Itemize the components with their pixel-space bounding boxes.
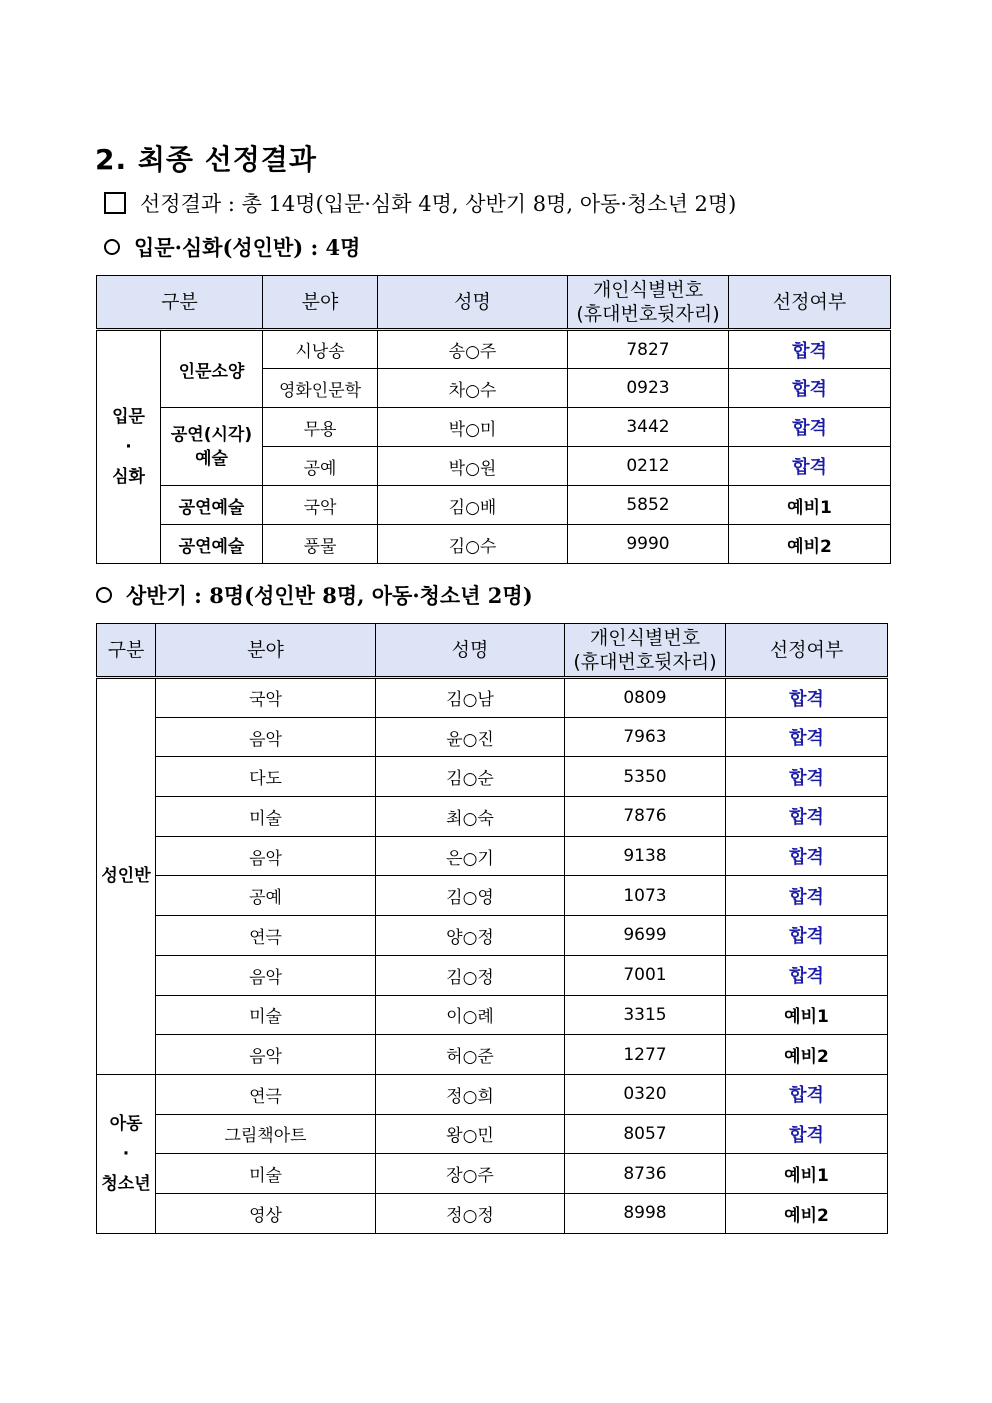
cell-id: 3315 <box>565 995 726 1035</box>
checkbox-icon <box>104 192 126 214</box>
table-row <box>97 1074 888 1114</box>
cell-field: 미술 <box>156 797 376 837</box>
cell-id: 8736 <box>565 1154 726 1194</box>
cell-id: 5852 <box>568 486 729 525</box>
section1-heading-text: 입문·심화(성인반) : 4명 <box>134 235 361 260</box>
table-row <box>97 678 888 718</box>
cell-id: 0923 <box>568 369 729 408</box>
cell-name: 김○순 <box>376 757 565 797</box>
page-title: 2. 최종 선정결과 <box>95 143 317 176</box>
cell-field: 음악 <box>156 717 376 757</box>
table-row <box>97 757 888 797</box>
cell-result: 예비2 <box>729 525 891 564</box>
section2-heading-text: 상반기 : 8명(성인반 8명, 아동·청소년 2명) <box>126 583 533 608</box>
cell-id: 0212 <box>568 447 729 486</box>
table-row <box>97 876 888 916</box>
cell-name: 김○수 <box>378 525 568 564</box>
cell-result: 예비1 <box>726 995 888 1035</box>
cell-name: 김○남 <box>376 678 565 718</box>
cell-name: 정○정 <box>376 1193 565 1233</box>
cell-result: 합격 <box>729 369 891 408</box>
cell-result: 합격 <box>726 1114 888 1154</box>
cell-id: 3442 <box>568 408 729 447</box>
cell-field: 시낭송 <box>263 330 378 369</box>
circle-bullet-icon <box>104 239 120 255</box>
cell-id: 7963 <box>565 717 726 757</box>
cell-name: 차○수 <box>378 369 568 408</box>
col-header-result: 선정여부 <box>726 624 888 678</box>
cell-result: 예비2 <box>726 1035 888 1075</box>
cell-name: 김○배 <box>378 486 568 525</box>
cell-id: 1073 <box>565 876 726 916</box>
cell-field: 음악 <box>156 955 376 995</box>
col-header-category: 구분 <box>97 276 263 330</box>
cell-result: 합격 <box>726 1074 888 1114</box>
cell-field: 연극 <box>156 1074 376 1114</box>
cell-id: 0809 <box>565 678 726 718</box>
col-header-id: 개인식별번호 (휴대번호뒷자리) <box>565 624 726 678</box>
cell-name: 정○희 <box>376 1074 565 1114</box>
cell-name: 윤○진 <box>376 717 565 757</box>
section1-heading <box>104 232 360 262</box>
table-row <box>97 1193 888 1233</box>
cell-name: 장○주 <box>376 1154 565 1194</box>
col-header-result: 선정여부 <box>729 276 891 330</box>
cell-field: 국악 <box>156 678 376 718</box>
table-row <box>97 955 888 995</box>
subgroup-label: 공연예술 <box>161 525 263 564</box>
cell-field: 무용 <box>263 408 378 447</box>
table-row <box>97 717 888 757</box>
section2-heading <box>104 580 533 610</box>
cell-field: 풍물 <box>263 525 378 564</box>
summary-text: 선정결과 : 총 14명(입문·심화 4명, 상반기 8명, 아동·청소년 2명) <box>140 192 737 216</box>
cell-field: 미술 <box>156 1154 376 1194</box>
col-header-field: 분야 <box>263 276 378 330</box>
cell-id: 9990 <box>568 525 729 564</box>
group-label: 아동 · 청소년 <box>97 1074 156 1233</box>
table-row <box>97 797 888 837</box>
cell-result: 합격 <box>726 797 888 837</box>
cell-result: 합격 <box>726 836 888 876</box>
cell-id: 5350 <box>565 757 726 797</box>
group-label: 성인반 <box>97 678 156 1075</box>
cell-field: 공예 <box>156 876 376 916</box>
cell-field: 영상 <box>156 1193 376 1233</box>
cell-field: 미술 <box>156 995 376 1035</box>
group-label: 입문 · 심화 <box>97 330 161 564</box>
cell-result: 합격 <box>726 757 888 797</box>
table-row <box>97 1114 888 1154</box>
cell-name: 이○례 <box>376 995 565 1035</box>
col-header-name: 성명 <box>376 624 565 678</box>
col-header-field: 분야 <box>156 624 376 678</box>
cell-id: 7001 <box>565 955 726 995</box>
cell-id: 7876 <box>565 797 726 837</box>
cell-result: 합격 <box>726 678 888 718</box>
cell-result: 예비1 <box>729 486 891 525</box>
cell-name: 송○주 <box>378 330 568 369</box>
subgroup-label: 인문소양 <box>161 330 263 408</box>
subgroup-label: 공연예술 <box>161 486 263 525</box>
cell-field: 그림책아트 <box>156 1114 376 1154</box>
cell-field: 음악 <box>156 1035 376 1075</box>
table-row <box>97 916 888 956</box>
circle-bullet-icon <box>96 587 112 603</box>
cell-result: 합격 <box>729 330 891 369</box>
cell-result: 합격 <box>726 876 888 916</box>
cell-result: 예비1 <box>726 1154 888 1194</box>
table-row <box>97 836 888 876</box>
table-row <box>97 1154 888 1194</box>
col-header-id: 개인식별번호 (휴대번호뒷자리) <box>568 276 729 330</box>
cell-field: 음악 <box>156 836 376 876</box>
cell-name: 최○숙 <box>376 797 565 837</box>
subgroup-label: 공연(시각) 예술 <box>161 408 263 486</box>
cell-id: 1277 <box>565 1035 726 1075</box>
section1-table <box>96 275 891 564</box>
cell-name: 왕○민 <box>376 1114 565 1154</box>
cell-name: 은○기 <box>376 836 565 876</box>
cell-name: 박○원 <box>378 447 568 486</box>
cell-result: 합격 <box>729 447 891 486</box>
cell-field: 연극 <box>156 916 376 956</box>
cell-id: 0320 <box>565 1074 726 1114</box>
cell-result: 합격 <box>726 955 888 995</box>
cell-name: 허○준 <box>376 1035 565 1075</box>
cell-id: 7827 <box>568 330 729 369</box>
cell-result: 합격 <box>726 717 888 757</box>
cell-field: 공예 <box>263 447 378 486</box>
cell-id: 9138 <box>565 836 726 876</box>
cell-name: 양○정 <box>376 916 565 956</box>
cell-result: 합격 <box>729 408 891 447</box>
cell-id: 8057 <box>565 1114 726 1154</box>
cell-field: 영화인문학 <box>263 369 378 408</box>
table-row <box>97 995 888 1035</box>
col-header-category: 구분 <box>97 624 156 678</box>
cell-result: 예비2 <box>726 1193 888 1233</box>
cell-field: 국악 <box>263 486 378 525</box>
cell-id: 8998 <box>565 1193 726 1233</box>
cell-name: 김○정 <box>376 955 565 995</box>
col-header-name: 성명 <box>378 276 568 330</box>
cell-id: 9699 <box>565 916 726 956</box>
cell-field: 다도 <box>156 757 376 797</box>
section2-table <box>96 623 888 1234</box>
cell-result: 합격 <box>726 916 888 956</box>
summary-line <box>104 188 736 218</box>
cell-name: 박○미 <box>378 408 568 447</box>
table-row <box>97 1035 888 1075</box>
cell-name: 김○영 <box>376 876 565 916</box>
